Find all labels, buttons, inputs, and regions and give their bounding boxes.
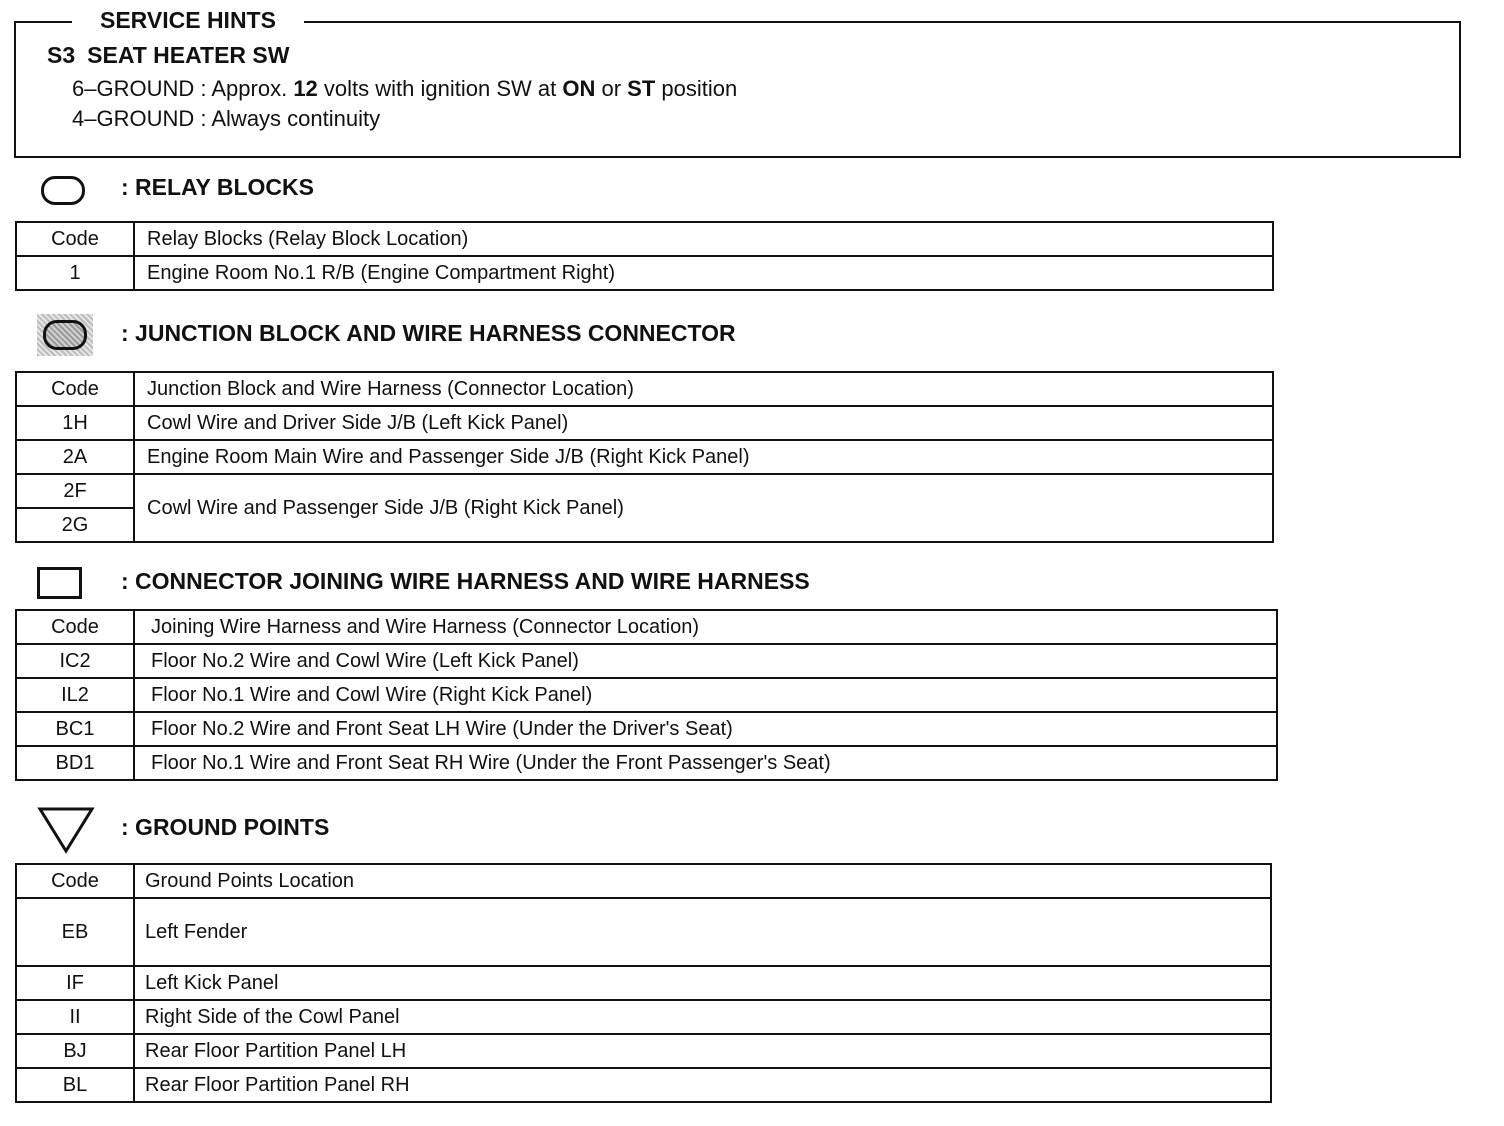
table-row [16,644,1277,678]
hint-line-1-volts: 12 [293,76,318,101]
row-desc: Engine Room Main Wire and Passenger Side J/B (Right Kick Panel) [134,440,1273,474]
header-desc: Junction Block and Wire Harness (Connector Location) [134,372,1273,406]
row-code: BC1 [16,712,134,746]
header-desc: Ground Points Location [134,864,1271,898]
component-title [47,42,289,69]
table-header-row [16,222,1273,256]
table-row [16,256,1273,290]
table-row [16,966,1271,1000]
header-desc: Joining Wire Harness and Wire Harness (Connector Location) [134,610,1277,644]
relay-blocks-table [15,221,1274,291]
row-desc: Cowl Wire and Passenger Side J/B (Right Kick Panel) [134,474,1273,542]
row-desc: Rear Floor Partition Panel RH [134,1068,1271,1102]
ground-points-table [15,863,1272,1103]
row-desc: Floor No.1 Wire and Cowl Wire (Right Kick Panel) [134,678,1277,712]
row-desc: Cowl Wire and Driver Side J/B (Left Kick Panel) [134,406,1273,440]
hint-line-2: 4–GROUND : Always continuity [72,106,381,131]
table-header-row [16,610,1277,644]
row-code: BL [16,1068,134,1102]
component-code: S3 [47,42,76,68]
table-row [16,1034,1271,1068]
relay-blocks-heading: : RELAY BLOCKS [121,174,314,200]
service-hints-heading: SERVICE HINTS [72,7,304,33]
row-code: 1 [16,256,134,290]
header-code: Code [16,864,134,898]
down-triangle-icon [37,806,95,854]
connector-heading: : CONNECTOR JOINING WIRE HARNESS AND WIRE HARNESS [121,568,810,594]
row-desc: Rear Floor Partition Panel LH [134,1034,1271,1068]
rounded-rectangle-icon [41,176,85,205]
junction-block-heading: : JUNCTION BLOCK AND WIRE HARNESS CONNECTOR [121,320,736,346]
row-desc: Left Fender [134,898,1271,966]
header-code: Code [16,222,134,256]
header-code: Code [16,372,134,406]
row-code: BJ [16,1034,134,1068]
hint-line-1-mid2: or [595,76,628,101]
row-code: 2G [16,508,134,542]
row-code: BD1 [16,746,134,780]
row-desc: Left Kick Panel [134,966,1271,1000]
hint-line-1-post: position [655,76,738,101]
row-code: EB [16,898,134,966]
row-desc: Floor No.2 Wire and Front Seat LH Wire (Under the Driver's Seat) [134,712,1277,746]
row-code: IF [16,966,134,1000]
row-desc: Floor No.1 Wire and Front Seat RH Wire (Under the Front Passenger's Seat) [134,746,1277,780]
component-name: SEAT HEATER SW [87,42,290,68]
row-desc: Floor No.2 Wire and Cowl Wire (Left Kick Panel) [134,644,1277,678]
table-row [16,712,1277,746]
ground-points-heading: : GROUND POINTS [121,814,330,840]
table-header-row [16,864,1271,898]
header-desc: Relay Blocks (Relay Block Location) [134,222,1273,256]
row-code: 2A [16,440,134,474]
table-header-row [16,372,1273,406]
table-row [16,1000,1271,1034]
row-code: IC2 [16,644,134,678]
table-row [16,746,1277,780]
table-row [16,406,1273,440]
table-row [16,1068,1271,1102]
hint-line-1-on: ON [562,76,596,101]
hint-line-1-pre: 6–GROUND : Approx. [72,76,294,101]
hint-line-1-mid1: volts with ignition SW at [317,76,563,101]
row-code: IL2 [16,678,134,712]
junction-block-table [15,371,1274,543]
row-desc: Engine Room No.1 R/B (Engine Compartment Right) [134,256,1273,290]
table-row [16,678,1277,712]
hint-line-1-st: ST [627,76,656,101]
row-code: II [16,1000,134,1034]
row-desc: Right Side of the Cowl Panel [134,1000,1271,1034]
rectangle-icon [37,567,82,599]
table-row [16,898,1271,966]
shaded-rounded-rectangle-icon [37,314,93,356]
header-code: Code [16,610,134,644]
hint-line-1 [72,76,737,102]
table-row [16,474,1273,508]
table-row [16,440,1273,474]
row-code: 1H [16,406,134,440]
row-code: 2F [16,474,134,508]
connector-table [15,609,1278,781]
